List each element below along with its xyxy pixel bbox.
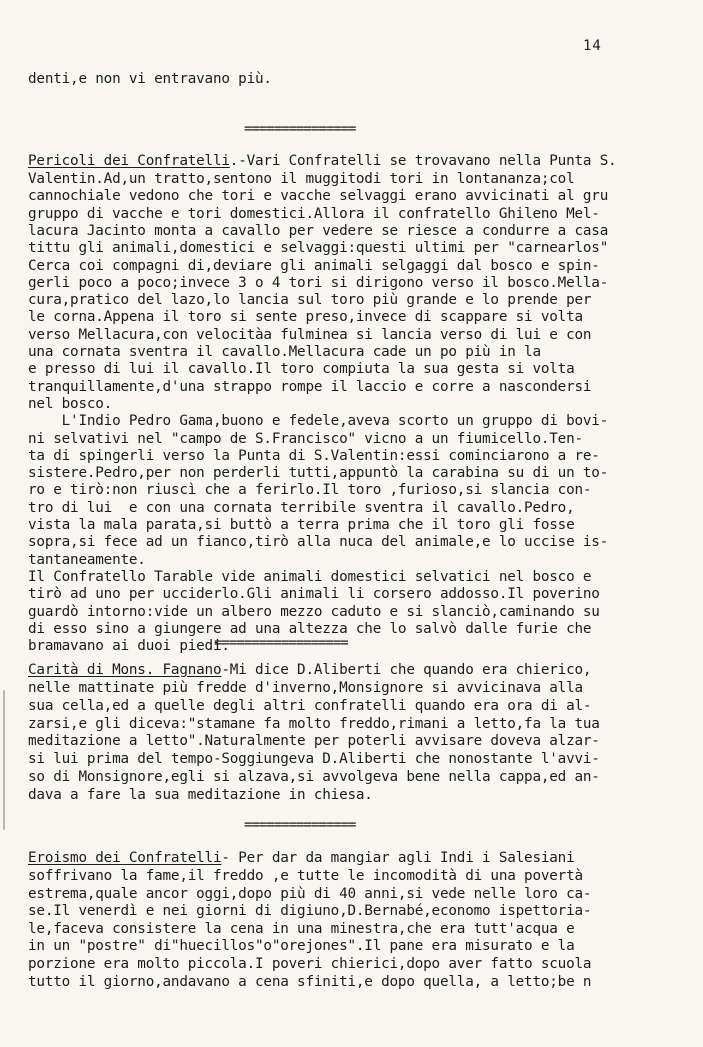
section-eroismo-line: estrema,quale ancor oggi,dopo più di 40 anni,si vede nelle loro ca- xyxy=(28,885,592,902)
margin-mark xyxy=(3,690,5,830)
section-pericoli-line: le corna.Appena il toro si sente preso,invece di scappare si volta xyxy=(28,309,583,326)
section-pericoli-line: di esso sino a giungere ad una altezza che lo salvò dalle furie che xyxy=(28,620,592,637)
section-eroismo-line: in un "postre" di"huecillos"o"orejones".Il pane era misurato e la xyxy=(28,938,575,955)
section-pericoli-line: ro e tirò:non riuscì che a ferirlo.Il toro ,furioso,si slancia con- xyxy=(28,482,592,499)
section-pericoli-line: nel bosco. xyxy=(28,395,113,412)
section-pericoli-line: lacura Jacinto monta a cavallo per vedere se riesce a condurre a casa xyxy=(28,222,609,239)
section-pericoli-line: ni selvativi nel "campo de S.Francisco" vicno a un fiumicello.Ten- xyxy=(28,430,583,447)
section-carita-line: nelle mattinate più fredde d'inverno,Monsignore si avvicinava alla xyxy=(28,680,583,696)
section-pericoli-line: tantaneamente. xyxy=(28,551,146,568)
section-eroismo-title: Eroismo dei Confratelli xyxy=(28,850,222,866)
section-eroismo-line: se.Il venerdì e nei giorni di digiuno,D.Bernabé,economo ispettoria- xyxy=(28,903,592,920)
section-carita-first-rest: -Mi dice D.Aliberti che quando era chierico, xyxy=(221,662,592,678)
section-carita-line: zarsi,e gli diceva:"stamane fa molto freddo,rimani a letto,fa la tua xyxy=(28,715,600,732)
section-pericoli-line: tranquillamente,d'una strappo rompe il laccio e corre a nascondersi xyxy=(28,378,592,395)
section-carita-line: dava a fare la sua meditazione in chiesa. xyxy=(28,786,373,803)
section-pericoli-title: Pericoli dei Confratelli xyxy=(28,153,230,169)
intro-line: denti,e non vi entravano più. xyxy=(28,71,272,87)
section-carita-line: meditazione a letto".Naturalmente per poterli avvisare doveva alzar- xyxy=(28,733,600,750)
section-pericoli-line: sopra,si fece ad un fianco,tirò alla nuca del animale,e lo uccise is- xyxy=(28,534,609,551)
section-pericoli-line: L'Indio Pedro Gama,buono e fedele,aveva scorto un gruppo di bovi- xyxy=(28,413,609,430)
section-carita-line: si lui prima del tempo-Soggiungeva D.Aliberti che nonostante l'avvi- xyxy=(28,751,600,768)
page-number: 14 xyxy=(583,38,602,54)
section-pericoli-line: gruppo di vacche e tori domestici.Allora il confratello Ghileno Mel- xyxy=(28,205,600,222)
section-pericoli-line: Cerca coi compagni di,deviare gli animali selgaggi dal bosco e spin- xyxy=(28,257,600,274)
separator-1: =============== xyxy=(244,121,356,137)
section-eroismo-first-rest: - Per dar da mangiar agli Indi i Salesiani xyxy=(221,850,575,866)
section-pericoli-line: tirò ad uno per ucciderlo.Gli animali li corsero addosso.Il poverino xyxy=(28,586,600,603)
section-pericoli-line: cura,pratico del lazo,lo lancia sul toro più grande e lo prende per xyxy=(28,292,592,309)
section-pericoli-line: una cornata sventra il cavallo.Mellacura cade un po più in la xyxy=(28,344,541,360)
section-pericoli-line: gerli poco a poco;invece 3 o 4 tori si dirigono verso il bosco.Mella- xyxy=(28,274,609,291)
section-pericoli-first-rest: .-Vari Confratelli se trovavano nella Punta S. xyxy=(229,153,617,169)
section-pericoli-first-line xyxy=(28,152,617,170)
section-carita-line: sua cella,ed a quelle degli altri confratelli quando era ora di al- xyxy=(28,697,592,714)
section-pericoli-line: Il Confratello Tarable vide animali domestici selvatici nel bosco e xyxy=(28,568,592,585)
section-pericoli-line: verso Mellacura,con velocitàa fulminea si lancia verso di lui e con xyxy=(28,326,592,343)
section-eroismo-line: porzione era molto piccola.I poveri chierici,dopo aver fatto scuola xyxy=(28,956,592,972)
section-eroismo-first-line xyxy=(28,849,575,867)
section-pericoli-line: tro di lui e con una cornata terribile sventra il cavallo.Pedro, xyxy=(28,499,575,516)
section-pericoli-line: vista la mala parata,si buttò a terra prima che il toro gli fosse xyxy=(28,517,575,533)
section-carita-line: so di Monsignore,egli si alzava,si avvolgeva bene nella cappa,ed an- xyxy=(28,769,600,785)
separator-3: =============== xyxy=(244,817,356,833)
section-eroismo-line: le,faceva consistere la cena in una minestra,che era tutt'acqua e xyxy=(28,920,575,937)
section-carita-title: Carità di Mons. Fagnano xyxy=(28,662,222,678)
section-pericoli-line: Valentin.Ad,un tratto,sentono il muggitodi tori in lontananza;col xyxy=(28,171,575,187)
section-carita-first-line xyxy=(28,661,591,679)
section-eroismo-line: soffrivano la fame,il freddo ,e tutte le incomodità di una povertà xyxy=(28,868,583,884)
section-pericoli-line: sistere.Pedro,per non perderli tutti,appuntò la carabina su di un to- xyxy=(28,465,609,482)
section-pericoli-line: bramavano ai duoi piedi. xyxy=(28,638,230,655)
section-eroismo-line: tutto il giorno,andavano a cena sfiniti,e dopo quella, a letto;be n xyxy=(28,973,592,990)
section-pericoli-line: ta di spingerli verso la Punta di S.Valentin:essi cominciarono a re- xyxy=(28,447,600,464)
section-pericoli-line: tittu gli animali,domestici e selvaggi:questi ultimi per "carnearlos" xyxy=(28,240,609,257)
section-pericoli-line: guardò intorno:vide un albero mezzo caduto e si slanciò,caminando su xyxy=(28,603,600,620)
section-pericoli-line: cannochiale vedono che tori e vacche selvaggi erano avvicinati al gru xyxy=(28,188,609,205)
section-pericoli-line: e presso di lui il cavallo.Il toro compiuta la sua gesta si volta xyxy=(28,361,575,378)
separator-2: ================== xyxy=(214,635,348,651)
